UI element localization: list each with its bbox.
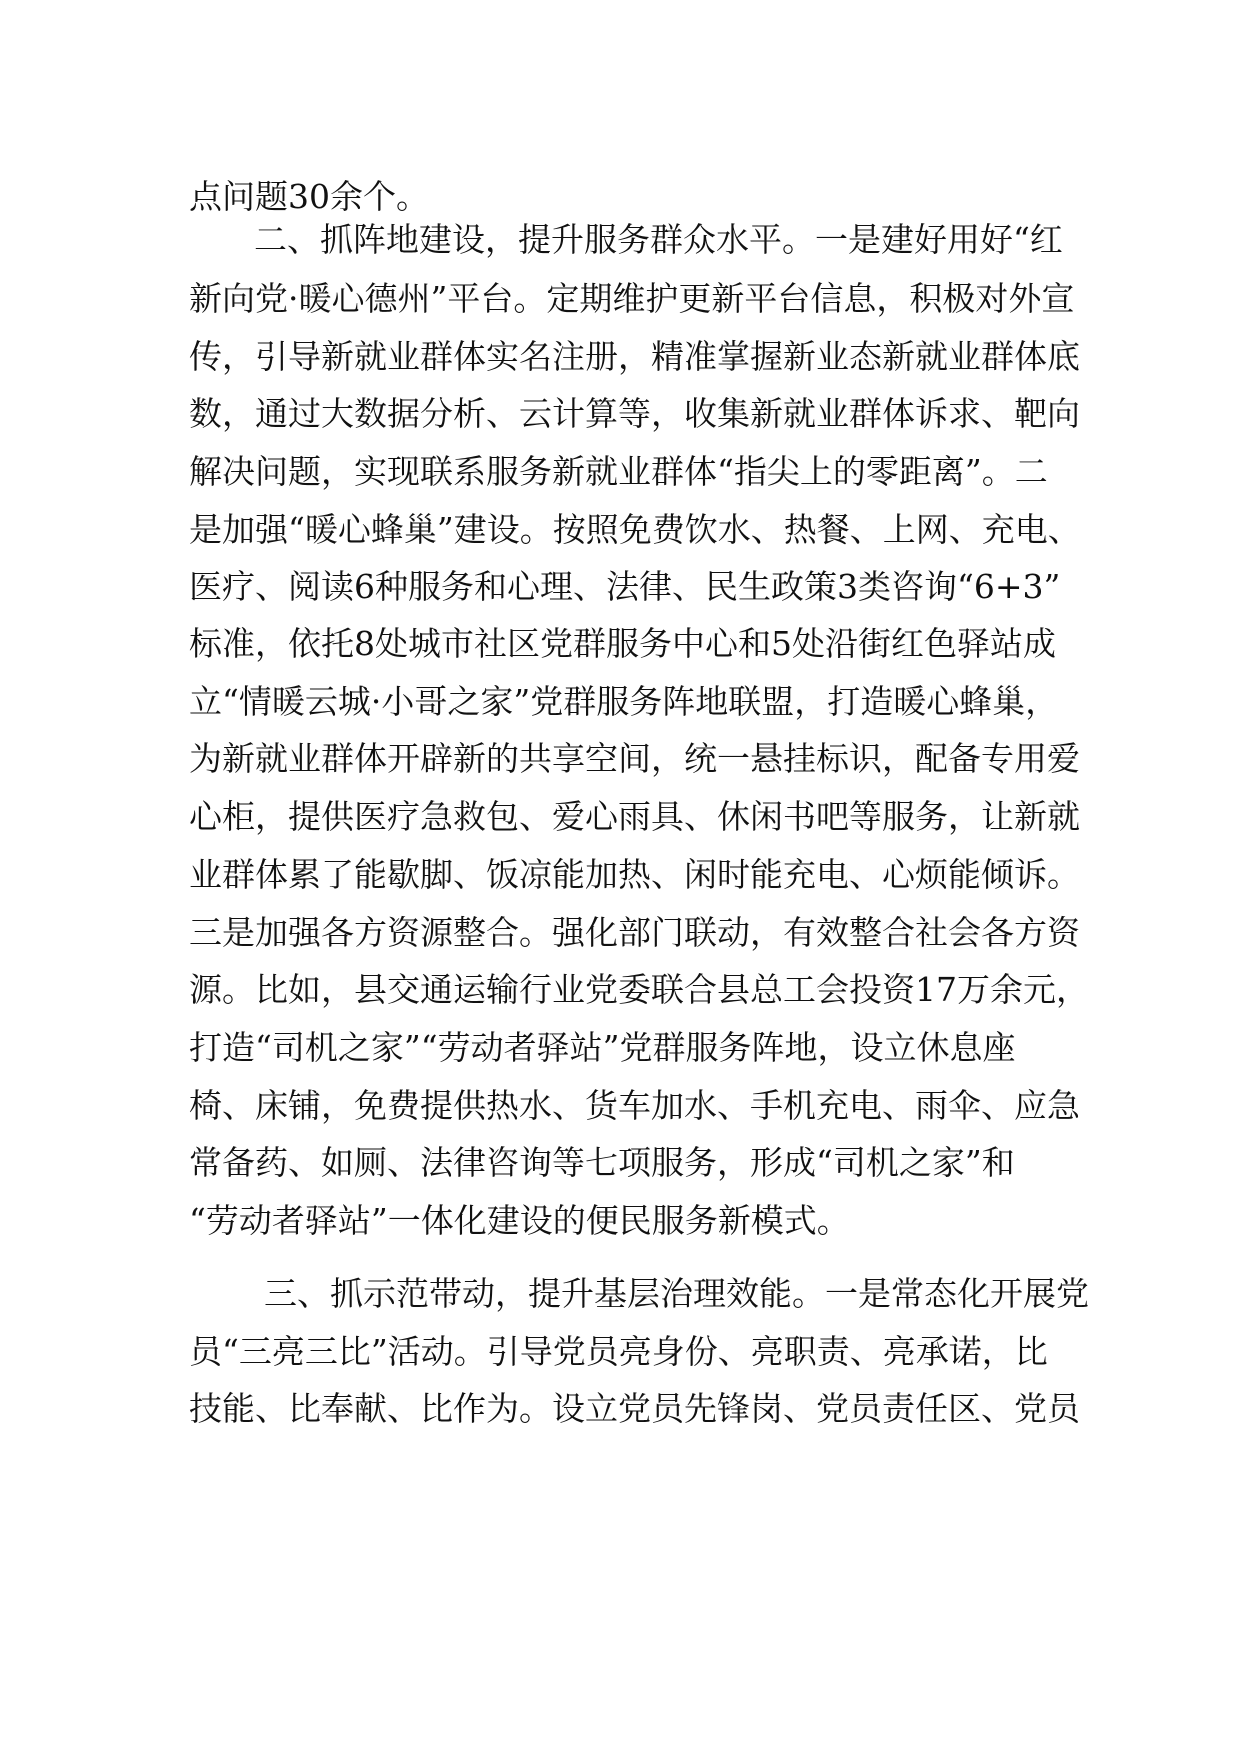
text-line-10: 立“情暖云城·小哥之家”党群服务阵地联盟，打造暖心蜂巢， [189,682,1059,721]
text-line-8: 医疗、阅读6种服务和心理、法律、民生政策3类咨询“6+3” [189,567,1061,606]
text-line-9: 标准，依托8处城市社区党群服务中心和5处沿街红色驿站成 [189,624,1056,663]
text-line-13: 业群体累了能歇脚、饭凉能加热、闲时能充电、心烦能倾诉。 [189,855,1080,894]
text-line-12: 心柜，提供医疗急救包、爱心雨具、休闲书吧等服务，让新就 [189,797,1080,836]
text-line-17: 椅、床铺，免费提供热水、货车加水、手机充电、雨伞、应急 [189,1086,1080,1125]
text-line-4: 传，引导新就业群体实名注册，精准掌握新业态新就业群体底 [189,337,1080,376]
text-line-5: 数，通过大数据分析、云计算等，收集新就业群体诉求、靶向 [189,394,1080,433]
text-line-2: 二、抓阵地建设，提升服务群众水平。一是建好用好“红 [254,220,1063,259]
text-line-7: 是加强“暖心蜂巢”建设。按照免费饮水、热餐、上网、充电、 [189,510,1081,549]
text-line-11: 为新就业群体开辟新的共享空间，统一悬挂标识，配备专用爱 [189,739,1080,778]
text-line-16: 打造“司机之家”“劳动者驿站”党群服务阵地，设立休息座 [189,1028,1016,1067]
text-line-22: 技能、比奉献、比作为。设立党员先锋岗、党员责任区、党员 [189,1389,1080,1428]
text-line-15: 源。比如，县交通运输行业党委联合县总工会投资17万余元， [189,970,1089,1009]
text-line-18: 常备药、如厕、法律咨询等七项服务，形成“司机之家”和 [189,1143,1015,1182]
text-line-21: 员“三亮三比”活动。引导党员亮身份、亮职责、亮承诺，比 [189,1332,1048,1371]
text-line-3: 新向党·暖心德州”平台。定期维护更新平台信息，积极对外宣 [189,279,1075,318]
text-line-20: 三、抓示范带动，提升基层治理效能。一是常态化开展党 [264,1274,1089,1313]
text-line-14: 三是加强各方资源整合。强化部门联动，有效整合社会各方资 [189,913,1080,952]
text-line-1: 点问题30余个。 [189,177,429,216]
text-line-6: 解决问题，实现联系服务新就业群体“指尖上的零距离”。二 [189,452,1048,491]
text-line-19: “劳动者驿站”一体化建设的便民服务新模式。 [189,1201,850,1240]
